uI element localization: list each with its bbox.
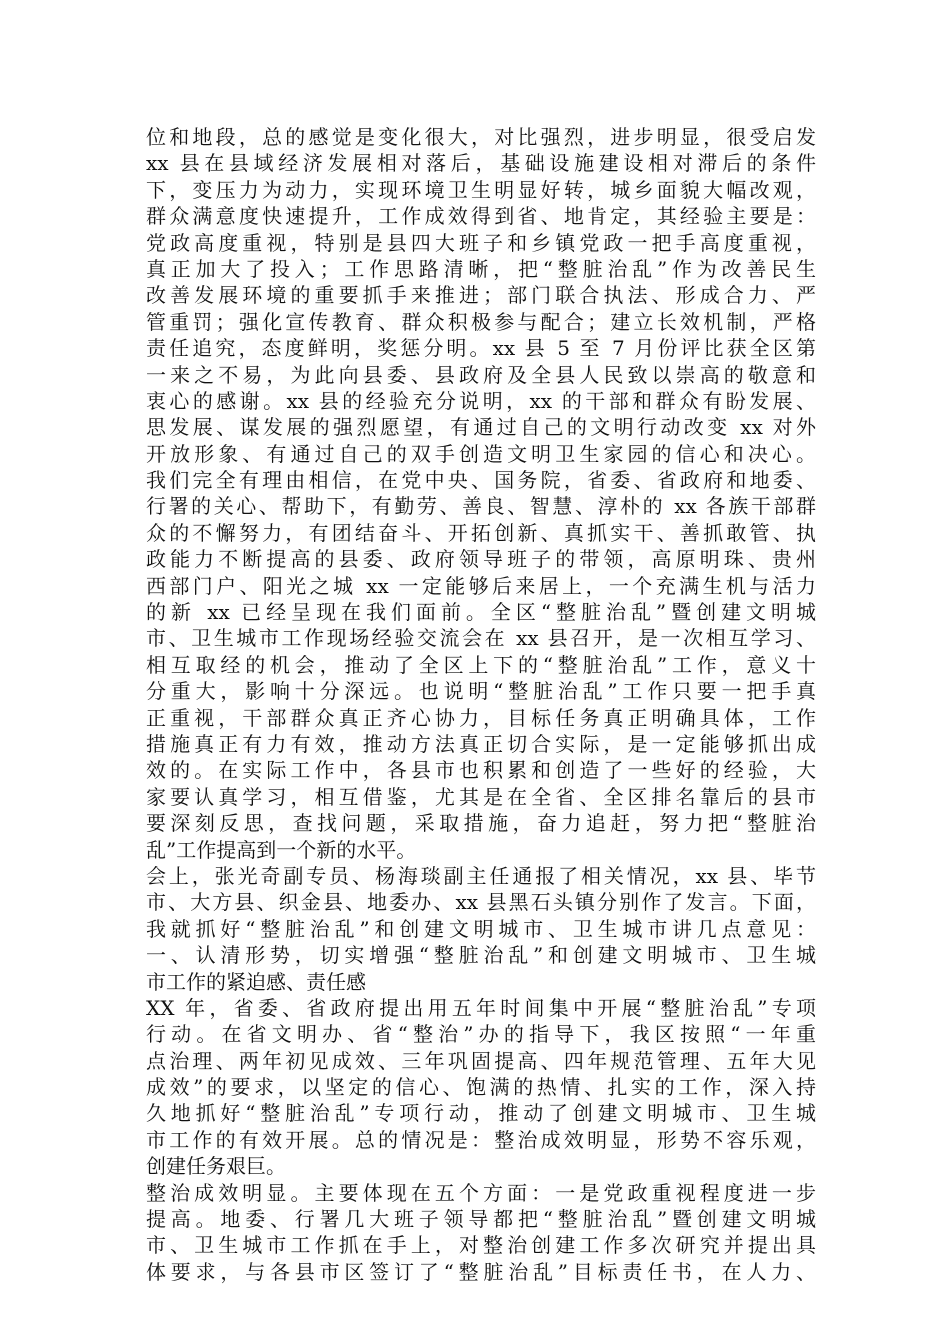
- text-line: XX 年，省委、省政府提出用五年时间集中开展“整脏治乱”专项: [146, 995, 816, 1020]
- text-line: 家要认真学习，相互借鉴，尤其是在全省、全区排名靠后的县市: [146, 784, 816, 809]
- text-line: 的新 xx 已经呈现在我们面前。全区“整脏治乱”暨创建文明城: [146, 600, 816, 625]
- text-line: 措施真正有力有效，推动方法真正切合实际，是一定能够抓出成: [146, 731, 816, 756]
- text-line: 乱”工作提高到一个新的水平。: [146, 837, 417, 862]
- text-line: 下，变压力为动力，实现环境卫生明显好转，城乡面貌大幅改观，: [146, 177, 816, 202]
- text-line: xx 县在县域经济发展相对落后，基础设施建设相对滞后的条件: [146, 151, 816, 176]
- text-line: 久地抓好“整脏治乱”专项行动，推动了创建文明城市、卫生城: [146, 1101, 816, 1126]
- text-line: 众的不懈努力，有团结奋斗、开拓创新、真抓实干、善抓敢管、执: [146, 520, 816, 545]
- text-line: 位和地段，总的感觉是变化很大，对比强烈，进步明显，很受启发: [146, 125, 816, 149]
- text-line: 市、卫生城市工作现场经验交流会在 xx 县召开，是一次相互学习、: [146, 626, 816, 651]
- text-line: 会上，张光奇副专员、杨海琰副主任通报了相关情况，xx 县、毕节: [146, 863, 816, 888]
- document-body: [146, 124, 816, 1285]
- text-line: 西部门户、阳光之城 xx 一定能够后来居上，一个充满生机与活力: [146, 573, 816, 598]
- text-line: 市工作的紧迫感、责任感: [146, 969, 366, 994]
- text-line: 思发展、谋发展的强烈愿望，有通过自己的文明行动改变 xx 对外: [146, 415, 816, 440]
- text-line: 点治理、两年初见成效、三年巩固提高、四年规范管理、五年大见: [146, 1048, 816, 1073]
- text-line: 创建任务艰巨。: [146, 1154, 286, 1179]
- text-line: 效的。在实际工作中，各县市也积累和创造了一些好的经验，大: [146, 758, 816, 783]
- text-line: 党政高度重视，特别是县四大班子和乡镇党政一把手高度重视，: [146, 230, 816, 255]
- text-line: 相互取经的机会，推动了全区上下的“整脏治乱”工作，意义十: [146, 652, 816, 677]
- text-line: 市工作的有效开展。总的情况是：整治成效明显，形势不容乐观，: [146, 1127, 816, 1152]
- text-line: 开放形象、有通过自己的双手创造文明卫生家园的信心和决心。: [146, 441, 816, 466]
- text-line: 体要求，与各县市区签订了“整脏治乱”目标责任书，在人力、: [146, 1259, 816, 1284]
- text-line: 我们完全有理由相信，在党中央、国务院，省委、省政府和地委、: [146, 468, 816, 493]
- text-line: 提高。地委、行署几大班子领导都把“整脏治乱”暨创建文明城: [146, 1207, 816, 1232]
- text-line: 责任追究，态度鲜明，奖惩分明。xx 县 5 至 7 月份评比获全区第: [146, 336, 816, 361]
- text-line: 群众满意度快速提升，工作成效得到省、地肯定，其经验主要是：: [146, 204, 816, 229]
- text-line: 整治成效明显。主要体现在五个方面：一是党政重视程度进一步: [146, 1180, 816, 1205]
- text-line: 衷心的感谢。xx 县的经验充分说明，xx 的干部和群众有盼发展、: [146, 388, 816, 413]
- text-line: 政能力不断提高的县委、政府领导班子的带领，高原明珠、贵州: [146, 547, 816, 572]
- text-line: 要深刻反思，查找问题，采取措施，奋力追赶，努力把“整脏治: [146, 811, 816, 836]
- text-line: 一来之不易，为此向县委、县政府及全县人民致以崇高的敬意和: [146, 362, 816, 387]
- text-line: 成效”的要求，以坚定的信心、饱满的热情、扎实的工作，深入持: [146, 1075, 816, 1100]
- text-line: 市、大方县、织金县、地委办、xx 县黑石头镇分别作了发言。下面，: [146, 890, 816, 915]
- text-line: 真正加大了投入；工作思路清晰，把“整脏治乱”作为改善民生: [146, 256, 816, 281]
- text-line: 市、卫生城市工作抓在手上，对整治创建工作多次研究并提出具: [146, 1233, 816, 1258]
- text-line: 一、认清形势，切实增强“整脏治乱”和创建文明城市、卫生城: [146, 943, 816, 968]
- text-line: 行动。在省文明办、省“整治”办的指导下，我区按照“一年重: [146, 1022, 816, 1047]
- text-line: 改善发展环境的重要抓手来推进；部门联合执法、形成合力、严: [146, 283, 816, 308]
- text-line: 管重罚；强化宣传教育、群众积极参与配合；建立长效机制，严格: [146, 309, 816, 334]
- text-line: 正重视，干部群众真正齐心协力，目标任务真正明确具体，工作: [146, 705, 816, 730]
- text-line: 行署的关心、帮助下，有勤劳、善良、智慧、淳朴的 xx 各族干部群: [146, 494, 816, 519]
- text-line: 我就抓好“整脏治乱”和创建文明城市、卫生城市讲几点意见：: [146, 916, 816, 941]
- text-line: 分重大，影响十分深远。也说明“整脏治乱”工作只要一把手真: [146, 679, 816, 704]
